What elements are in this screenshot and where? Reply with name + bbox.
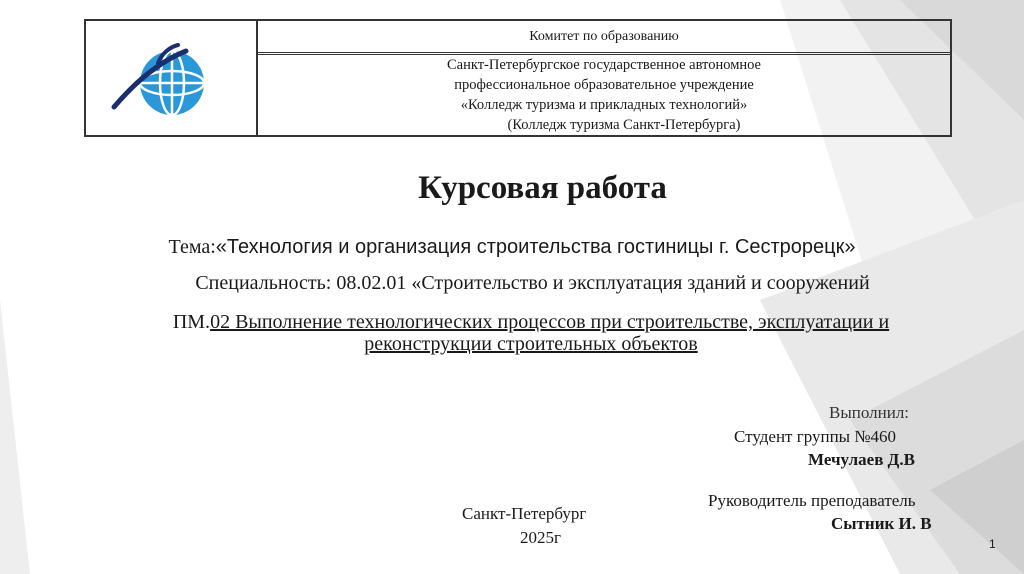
supervisor-name: Сытник И. В — [831, 514, 932, 533]
institution-line-3: «Колледж туризма и прикладных технологий» — [460, 97, 748, 113]
committee-cell — [258, 21, 950, 55]
topic-label: Тема: — [168, 236, 216, 258]
page-title: Курсовая работа — [418, 170, 667, 206]
institution-line-1: Санкт-Петербургское государственное автономное — [447, 57, 761, 73]
supervisor-label: Руководитель преподаватель — [708, 491, 916, 510]
institution-line-4: (Колледж туризма Санкт-Петербурга) — [507, 117, 741, 133]
student-name: Мечулаев Д.В — [808, 450, 915, 469]
pm-text-line-2: реконструкции строительных объектов — [364, 333, 698, 355]
globe-logo-icon — [86, 21, 254, 133]
year-text: 2025г — [520, 528, 561, 547]
topic-value: «Технология и организация строительства гостиницы г. Сестрорецк» — [215, 236, 856, 258]
topic-line — [0, 236, 1024, 259]
pm-line — [96, 311, 966, 355]
logo-cell — [86, 21, 258, 135]
pm-prefix: ПМ. — [172, 311, 211, 333]
page-number: 1 — [989, 537, 996, 551]
specialty-line: Специальность: 08.02.01 «Строительство и эксплуатация зданий и сооружений — [195, 272, 870, 294]
performer-label: Выполнил: — [829, 403, 910, 422]
institution-cell — [258, 55, 950, 135]
institution-line-2: профессиональное образовательное учреждение — [454, 77, 754, 93]
committee-text: Комитет по образованию — [529, 28, 679, 44]
city-text: Санкт-Петербург — [462, 504, 587, 523]
student-group: Студент группы №460 — [734, 427, 897, 446]
header-table — [84, 19, 952, 137]
pm-text-line-1: 02 Выполнение технологических процессов при строительстве, эксплуатации и — [210, 311, 890, 333]
